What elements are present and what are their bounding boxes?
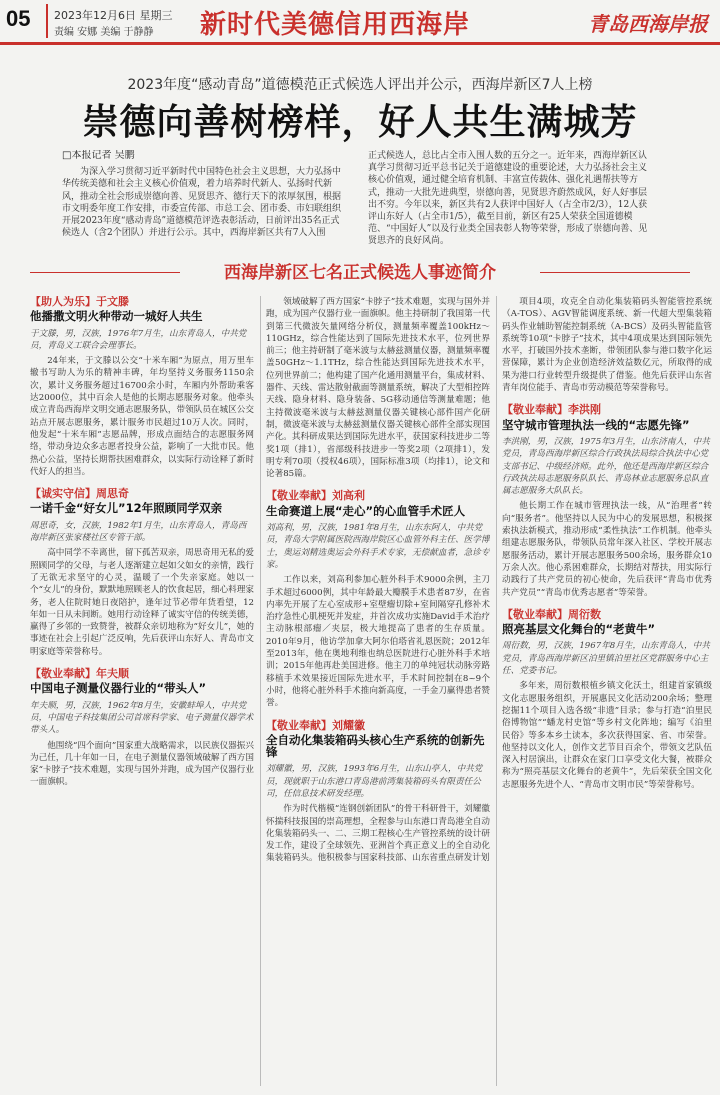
byline: □本报记者 吴鹏 — [62, 150, 135, 161]
profile-info: 李洪刚，男，汉族，1975年3月生，山东济南人，中共党员，青岛西海岸新区综合行政执法局综合执法中心党支部书记、中级经济师。此外，他还是西海岸新区综合行政执法局志愿服务队队长、青岛林业志愿服务总队直属志愿服务大队队长。 — [502, 436, 710, 497]
profile-section — [502, 296, 712, 394]
page-number: 05 — [6, 6, 31, 31]
profile-body: 多年来，周衍数根植乡镇文化沃土，组建首家镇级文化志愿服务组织，开展惠民文化活动200余场；整理挖掘11个项目入选各级“非遗”目录；参与打造“泊里民俗博物馆”“蟠龙村史馆”等乡村文化阵地；编写《泊里民俗》等多本乡土读本，多次获得国家、省、市荣誉。他坚持以文化人，创作文艺节目百余个，带领文艺队伍深入村居演出，让群众在家门口享受文化大餐，被群众称为“照亮基层文化舞台的老黄牛”，先后荣获全国文化志愿服务先进个人、“青岛市文明市民”等荣誉称号。 — [502, 681, 712, 790]
issue-date: 2023年12月6日 星期三 — [54, 9, 173, 22]
profile-info: 于文滕，男，汉族，1976年7月生，山东青岛人，中共党员，青岛义工联合会理事长。 — [30, 328, 247, 351]
category-tag: 【敬业奉献】周衍数 — [502, 607, 601, 621]
lead-text-right: 正式候选人，总比占全市入围人数的五分之一。近年来，西海岸新区认真学习贯彻习近平总书记关于道德建设的重要论述，大力弘扬社会主义核心价值观，通过健全培育机制、丰富宣传载体、强化礼遇帮扶等方式，推动一大批先进典型，崇德向善，见贤思齐蔚然成风，好人好事层出不穷。今年以来，新区共有2人获评中国好人（占全市2/3），12人获评山东好人（占全市1/5），截至目前，新区有25人荣获全国道德模范、“中国好人”以及行业类全国表彰人物等荣誉，形成了崇德向善、见贤思齐的良好风尚。 — [368, 151, 648, 247]
kicker: 2023年度“感动青岛”道德模范正式候选人评出并公示，西海岸新区7人上榜 — [127, 77, 593, 93]
profile-section — [502, 609, 712, 791]
lead-text-left: 为深入学习贯彻习近平新时代中国特色社会主义思想，大力弘扬中华传统美德和社会主义核心价值观，着力培养时代新人、弘扬时代新风，推动全社会形成崇德向善、见贤思齐、德行天下的浓厚氛围，根据市文明委年度工作安排，市委宣传部、市总工会、团市委、市妇联组织开展2023年度“感动青岛”道德模范评选表彰活动，日前评出35名正式候选人（含2个团队）并进行公示。其中，西海岸新区共有7人入围 — [62, 167, 342, 239]
person-name: 刘耀徽 — [332, 718, 365, 732]
category-label: 敬业奉献 — [41, 667, 85, 681]
profile-section — [266, 296, 490, 480]
category-label: 敬业奉献 — [277, 489, 321, 503]
lead-block — [62, 150, 658, 266]
profile-body: 他围绕“四个面向”国家重大战略需求，以民族仪器振兴为己任，几十年如一日，在电子测量仪器领域破解了西方国家“卡脖子”技术难题，实现与国外并跑，成为国产仪器行业一面旗帜。 — [30, 740, 254, 788]
profile-section — [266, 490, 490, 709]
person-name: 于文滕 — [96, 296, 129, 308]
profile-title: 全自动化集装箱码头核心生产系统的创新先锋 — [266, 732, 485, 760]
profile-section — [30, 668, 254, 789]
header-divider — [46, 4, 48, 38]
category-tag: 【敬业奉献】刘耀徽 — [266, 718, 365, 732]
category-tag: 【敬业奉献】刘高利 — [266, 489, 365, 503]
headline: 崇德向善树榜样，好人共生满城芳 — [82, 102, 638, 143]
profile-body: 24年来，于文滕以公交“十米车厢”为原点，用万里车辙书写助人为乐的精神丰碑，年均坚持义务服务1150余次，累计义务服务超过16700余小时，车厢内外帮助乘客达2000位，其中百余人是他的长期志愿服务对象。他牵头成立青岛西海岸文明交通志愿服务队，带领队员在城区公交站点开展志愿服务，累计服务市民超过10万人次。同时，他发起“十米车厢”志愿品牌，形成点面结合的志愿服务网络，带动身边众多志愿者投身公益，影响了一大批市民。他热心公益，坚持长期帮扶困难群众，以实际行动诠释了新时代好人的担当。 — [30, 356, 254, 477]
profile-info: 刘耀徽，男，汉族，1993年6月生，山东山亭人，中共党员，现就职于山东港口青岛港前湾集装箱码头有限责任公司，任信息技术研发经理。 — [266, 764, 483, 799]
newspaper-logo: 青岛西海岸报 — [588, 12, 708, 36]
person-name: 刘高利 — [332, 489, 365, 503]
category-tag: 【敬业奉献】年夫顺 — [30, 667, 129, 681]
column-3 — [502, 296, 712, 1086]
subhead: 西海岸新区七名正式候选人事迹简介 — [224, 263, 496, 283]
profile-title: 照亮基层文化舞台的“老黄牛” — [502, 622, 656, 637]
column-2 — [266, 296, 490, 1086]
profile-body: 他长期工作在城市管理执法一线，从“治理者”转向“服务者”。他坚持以人民为中心的发展思想，积极探索执法新模式，推动形成“柔性执法”工作机制。他牵头组建志愿服务队，带领队员常年深入社区、学校开展志愿服务活动，累计开展志愿服务500余场，服务群众10万余人次。他心系困难群众，长期结对帮扶，用实际行动践行了共产党员的初心使命，先后获评“青岛市优秀共产党员”“青岛市优秀志愿者”等荣誉。 — [502, 501, 712, 598]
profile-info: 周思奇，女，汉族，1982年1月生，山东青岛人，青岛西海岸新区张家楼社区专管干部。 — [30, 520, 247, 544]
profile-info: 年夫顺，男，汉族，1962年8月生，安徽蚌埠人，中共党员，中国电子科技集团公司首席科学家、电子测量仪器学术带头人。 — [30, 700, 254, 736]
column-rule — [260, 296, 261, 1086]
person-name: 周衍数 — [568, 607, 601, 621]
profile-title: 一诺千金“好女儿”12年照顾同学双亲 — [30, 501, 223, 516]
editors: 责编 安娜 美编 于静静 — [54, 27, 154, 38]
profile-body: 项目4项，攻克全自动化集装箱码头智能管控系统（A-TOS）、AGV智能调度系统、新一代超大型集装箱码头作业辅助智能控制系统（A-BCS）及码头智能监管系统等10项“卡脖子”技术，其中4项成果达到国际领先水平，打破国外技术垄断，带领团队参与港口数字化运营保障，累计为企业创造经济效益数亿元，所取得的成果为港口行业转型升级提供了借鉴。他先后获评山东省青年岗位能手、青岛市劳动模范等荣誉称号。 — [502, 297, 712, 394]
profile-info: 刘高利，男，汉族，1981年8月生，山东东阿人，中共党员，青岛大学附属医院西海岸院区心血管外科主任、医学博士，奥运刘精选奥运会外科手术专家，无偿献血者，急诊专家。 — [266, 523, 490, 570]
person-name: 周思奇 — [96, 487, 129, 501]
person-name: 年夫顺 — [96, 667, 129, 681]
lead-column-left — [62, 150, 348, 266]
profile-section — [30, 488, 254, 658]
section-title: 新时代美德信用西海岸 — [200, 10, 471, 40]
header-rule — [0, 42, 720, 45]
category-tag: 【助人为乐】于文滕 — [30, 296, 129, 308]
category-tag: 【敬业奉献】李洪刚 — [502, 403, 601, 417]
person-name: 李洪刚 — [568, 403, 601, 417]
category-tag: 【诚实守信】周思奇 — [30, 487, 129, 501]
lead-column-right — [368, 150, 654, 266]
category-label: 敬业奉献 — [513, 403, 557, 417]
page-header — [0, 0, 720, 42]
profile-section — [30, 296, 254, 478]
profile-info: 周衍数，男，汉族，1967年8月生，山东青岛人，中共党员，青岛西海岸新区泊里镇泊里社区党群服务中心主任、党委书记。 — [502, 641, 710, 677]
profile-body: 作为时代楷模“连钢创新团队”的骨干科研骨干，刘耀徽怀揣科技报国的崇高理想，全程参与山东港口青岛港全自动化集装箱码头一、二、三期工程核心生产管控系统的设计研发工作，建设了全球领先、亚洲首个真正意义上的全自动化集装箱码头。他积极参与国家科技部、山东省重点研发计划 — [266, 804, 490, 864]
profile-title: 中国电子测量仪器行业的“带头人” — [30, 681, 207, 696]
column-1 — [30, 296, 254, 1086]
category-label: 诚实守信 — [41, 487, 85, 501]
category-label: 助人为乐 — [41, 296, 85, 308]
profile-body: 工作以来，刘高利参加心脏外科手术9000余例，主刀手术超过6000例，其中年龄最大瓣膜手术患者87岁，在省内率先开展了左心室成形+室壁瘤切除+室间隔穿孔修补术治疗急性心肌梗死并发症，并首次成功实施David手术治疗主动脉根部瘤／夹层，极大地提高了患者的生存质量。2010年9月，他访学加拿大阿尔伯塔省礼恩医院；2012年至2013年，他在奥地利维也纳总医院进行心脏外科手术培训；2015年他再赴美国进修。他主刀的单纯冠状动脉旁路移植手术效果接近国际先进水平，手术时间控制在8~9个小时，他将心脏外科手术推向新高度，一手金刀赢得患者赞誉。 — [266, 575, 490, 709]
profile-title: 坚守城市管理执法一线的“志愿先锋” — [502, 417, 690, 432]
profile-section — [502, 404, 712, 598]
profile-body: 高中同学不幸离世，留下孤苦双亲，周思奇用无私的爱照顾同学的父母，与老人逐渐建立起如父如女的亲情，践行了无欲无求坚守的心灵，温暖了一个失亲家庭。她以一个“女儿”的身份，默默地照顾老人的饮食起居，细心料理家务，老人住院时她日夜陪护，逢年过节必带年货看望，12年如一日从未间断。她用行动诠释了诚实守信的传统美德，赢得了乡邻的一致赞誉，被群众亲切地称为“好女儿”，她的事迹在社会上引起广泛反响，先后获评山东好人、青岛市文明家庭等荣誉称号。 — [30, 548, 254, 657]
profile-title: 他播撒文明火种带动一城好人共生 — [30, 309, 203, 324]
profile-body: 领域破解了西方国家“卡脖子”技术难题，实现与国外并跑，成为国产仪器行业一面旗帜。他主持研制了我国第一代到第三代微波矢量网络分析仪，测量频率覆盖100kHz～110GHz，综合性能达到了国际先进技术水平，位列世界前三；他主持研制了毫米波与太赫兹测量仪器，测量频率覆盖50GHz～1.1THz，综合性能达到国际先进技术水平，位列世界前二；他构建了国产化通用测量平台，集成材料、器件、天线、雷达散射截面等测量系统，解决了大型相控阵天线、隐身材料、隐身装备、5G移动通信等测量难题；他主持微波毫米波与太赫兹测量仪器关键核心部件国产化研制，微波毫米波与太赫兹测量仪器关键核心部件全部实现国产化。其科研成果达到国际先进水平，获国家科技进步二等奖1项（排1），省部级科技进步一等奖2项（2项排1），发明专利70项（授权46项），国际标准3项（均排1），论文和论著85篇。 — [266, 297, 490, 480]
column-rule — [496, 296, 497, 1086]
profile-title: 生命赛道上展“走心”的心血管手术匠人 — [266, 503, 466, 518]
category-label: 敬业奉献 — [513, 607, 557, 621]
profile-section — [266, 720, 490, 865]
category-label: 敬业奉献 — [277, 718, 321, 732]
